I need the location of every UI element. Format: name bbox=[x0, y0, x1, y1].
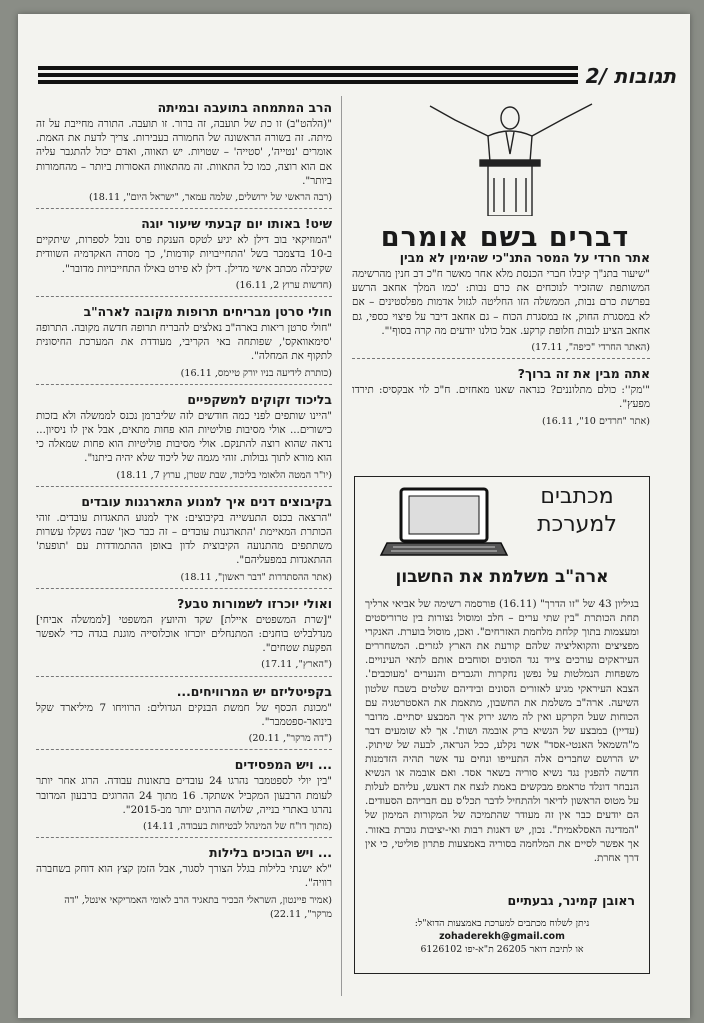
article-headline: ... ויש הבוכים בלילות bbox=[209, 845, 332, 861]
contact-instruction: ניתן לשלוח מכתבים למערכת באמצעות הדוא"ל: bbox=[414, 918, 590, 929]
article-source: (אתר "חרדים 10", 16.11) bbox=[541, 415, 650, 427]
article-source: (מתוך דו"ח של המינהל לבטיחות בעבודה, 14.11) bbox=[143, 820, 332, 832]
separator bbox=[36, 384, 332, 386]
article-body: "חולי סרטן ריאות בארה"ב נאלצים להבריח תרופה חדשה מקובה. התרופה 'סימאוואקס', שפותחה באי הקריבי, מעודדת את המערכת החיסונית לתקוף את המחלה". bbox=[36, 322, 332, 363]
separator bbox=[36, 296, 332, 298]
article bbox=[36, 757, 332, 839]
article-body: "שיעור בתנ"ך קיבלו חברי הכנסת מלא אחר מאשר ח"כ דב חנין מהרשימה המשותפת שהזכיר לנוכחים את כרם נבות: 'כמו המלך אחאב הרשע בפרשת כרם נבות, הממשלה הזו החליטה לגזול אדמות מפלסטינים – אם לא במסגרת החוק, אז במסגרת הכוח – גם אחאב דיבר על פיצוי כספי, גם אחאב הציע לנבות חלופת קרקע. אבל כולנו יודעים מה קרה בסוף'". bbox=[352, 268, 650, 337]
separator bbox=[36, 676, 332, 678]
column-divider bbox=[341, 96, 342, 996]
article-source: (אתר ההסתדרות "דבר ראשון", 18.11) bbox=[180, 571, 332, 583]
article-body: "לא ישנתי בלילות בגלל הצורך לסגור, אבל הזמן קצץ הוא דוחק בשחברה רוויה". bbox=[36, 863, 332, 890]
article-headline: בליכוד זקוקים למשקפיים bbox=[187, 391, 332, 407]
letter-text: בגיליון 43 של "זו הדרך" (16.11) פורסמה רשימה של אביאי ארליך תחת הכותרת "בין שתי ערים – חלב ומוסול נצורות בין טרוריסטים ומעצמות בתוך קלחת מלחמת האזרחים". ואכן, מוסול בוערת. האנקרי מפציצים והקואליציה שלהם קורעת את הארץ לגזרים. המשחררים העיראקים עורכים צייד נגד הסונים וסוחבים אותם לתאי העינויים. משפחות הנמלטות על נפשן נחקרות והגברים והנערים 'מעוכבים'. הצבא העיראקי מגיע לאזורים הסונים ובידיהם שלטים בשבח שלטון השיעה. ארה"ב משלמת את החשבון, מתאמת את האסטרטגיה עם הכוחות שעל הקרקע ואין לה מושג ירוק איך המבצע יסתיים. מדובר (עדיין) במבצע של הנשיא ברק אובמה ושות'. אך לא שומעים דבר מ"השמאל האנטי-אסד" אשר נקלע, ככל הנראה, לבעה של שיתוק. יש הרושם שחברים אלה התעייפו ונחים עד אשר תהיה הזדמנות חדשה להפגין נגד נשיא סוריה בשאר אסד. ואם אובמה או הנשיא הנבחר דונלד טראמפ מבקשים באמת לנצח את דאעש, עליהם לעלות על מטוס הראשון לדיאר ולהתחיל לדבר תכל'ס עם חבריהם הסעודים. הם יודעים כבר אין זה מעודר שהתמיכה של המקורות המימון של "המדינה האסלאמית". נכון, יש דאגות רבות ואי-יציבות גוברת באזור. אך אפשר לסיים את המלחמה בסוריה באמצעות פתרון פוליטי, כי אין דרך אחרת. bbox=[365, 598, 639, 864]
header-stripes bbox=[38, 66, 578, 87]
letter-headline: ארה"ב משלמת את החשבון bbox=[395, 567, 609, 587]
letter-signature: ראובן קמינר, גבעתיים bbox=[507, 893, 635, 908]
laptop-icon bbox=[379, 485, 509, 561]
separator bbox=[36, 486, 332, 488]
article bbox=[352, 366, 650, 429]
article bbox=[36, 596, 332, 678]
section-title: דברים בשם אומרם bbox=[380, 222, 630, 253]
article-body: "(הלהט"ב) זו כת של תועבה, זה ברור. זו תועבה. התורה מחייבת על זה מיתה. זה בשורה הראשונה של החמורה בעבירות. צריך לדעת את האמת. אומרים 'נטייה', 'סטייה' – שטויות. יש תאווה, ואדם יכול להתגבר עליה אם הוא רוצה, כמו כל התאוות. זה מהתאוות האסורות ביותר – מהחמורות ביותר". bbox=[36, 118, 332, 187]
article bbox=[352, 250, 650, 360]
speaker-illustration bbox=[410, 96, 610, 216]
page-header bbox=[38, 62, 676, 96]
article-headline: שיט! באותו יום קבעתי שיעור יוגה bbox=[141, 216, 332, 232]
article-source: (האתר החרדי "כיפה", 17.11) bbox=[531, 342, 650, 354]
article bbox=[36, 304, 332, 386]
article-source: (חדשות ערוץ 2, 16.11) bbox=[235, 279, 332, 291]
letters-title: מכתבים למערכת bbox=[537, 484, 617, 537]
separator bbox=[352, 358, 650, 360]
article-headline: בקפיטליזם יש המרוויחים... bbox=[176, 683, 332, 699]
contact-note bbox=[365, 917, 639, 956]
article-headline: אתה מבין את זה ברוך? bbox=[517, 366, 650, 382]
article-headline: הרב המתמחה בתועבה ובמיתה bbox=[157, 100, 332, 115]
article-headline: ואולי יוכרזו לשמורות טבע? bbox=[177, 595, 332, 611]
separator bbox=[36, 837, 332, 839]
article bbox=[36, 845, 332, 922]
article-source: (יו"ר המטה הלאומי בליכוד, שבת שטרן, ערוץ 7, 18.11) bbox=[116, 469, 332, 481]
right-column bbox=[352, 250, 650, 434]
page-title: תגובות /2 bbox=[585, 64, 676, 88]
article-headline: בקיבוצים דנים איך למנוע התארגנות עובדים bbox=[81, 493, 332, 509]
separator bbox=[36, 208, 332, 210]
article-body: "[שרת המשפטים איילת] שקד והיועץ המשפטי [לממשלה אביחי] מנדלבליט בוחנים: המתנחלים יוכרזו אוכלוסייה מוגנת בגדה כדי לאפשר הפקעת שטחים". bbox=[36, 613, 332, 655]
article-source: (אמיר פיינטון, השראלי הבכיר בתאגיד הרב לאומי האמריקאי אינטל, "דה מרקר", 22.11) bbox=[64, 894, 332, 920]
article-source: (רבה הראשי של ירושלים, שלמה עמאר, "ישראל היום", 18.11) bbox=[88, 192, 332, 204]
article bbox=[36, 684, 332, 752]
separator bbox=[36, 749, 332, 751]
article bbox=[36, 392, 332, 488]
article-body: "בין יולי לספטמבר נהרגו 24 עובדים בתאונות עבודה. הרוג אחר יותר לעומת הרבעון המקביל אשתקד. 16 מתוך 24 ההרוגים ברבעון המדובר נהרגו באתרי בנייה, שלושה הרוגים יותר מב-2015". bbox=[36, 775, 332, 816]
separator bbox=[36, 588, 332, 590]
article-body: "הרצאה בכנס התעשייה בקיבוצים: איך למנוע התאגדות עובדים. זוהי הכותרת המאיימת 'התארגנות עובדים – זה כבר כאן' שבה נשקלו עשרות משתתפים מהתנועה הקיבוצית לדון באופן ההתמודדות עם 'תופעת' ההתאגדות במפעליהם". bbox=[36, 511, 332, 567]
letter-body bbox=[365, 597, 639, 865]
article bbox=[36, 100, 332, 210]
letters-box bbox=[354, 476, 650, 974]
article-headline: חולי סרטן מבריחים תרופות מקובה לארה"ב bbox=[83, 304, 332, 320]
article bbox=[36, 216, 332, 298]
left-column bbox=[36, 100, 332, 927]
article-headline: ... ויש המפסידים bbox=[234, 757, 332, 773]
article-headline: אתר חרדי על המסר התנ"כי שהימין לא מבין bbox=[399, 250, 650, 265]
article-source: ("דה מרקר", 20.11) bbox=[248, 733, 332, 745]
article-source: ("הארץ", 17.11) bbox=[261, 659, 332, 671]
article-body: "המוזיקאי בוב דילן לא יגיע לטקס הענקת פרס נובל לספרות, שיתקיים ב-10 בדצמבר בשל 'התחייבויות קודמות', כך מסרה האקדמיה השוודית שקיבלה מכתב אישי מדילן. דילן לא פירט באילו התחייבויות מדובר". bbox=[36, 234, 332, 275]
article-body: "מכונת הכסף של חמשת הבנקים הגדולים: הרוויחו 7 מיליארד שקל בינואר-ספטמבר". bbox=[36, 701, 332, 728]
article-body: "'מק'': כולם מתלוננים? כנראה שאנו מאחזים. ח"כ לוי אבקסיס: תירדו מפעץ". bbox=[352, 384, 650, 411]
article-source: (כותרת לידיעה בניו יורק טיימס, 16.11) bbox=[180, 367, 332, 379]
article bbox=[36, 494, 332, 590]
contact-email[interactable]: zohaderekh@gmail.com bbox=[439, 931, 565, 942]
article-body: "היינו שותפים לפני כמה חודשים לזה שליברמן נכנס לממשלה ולא בזכות כישורים... אולי מסיבות פוליטיות הוא פחות מתאים, אבל אין לו ניסיון... נראה שהוא רוצה להתנקם. אולי מסיבות פוליטיות הוא פחות שמאלה כי הוא מורא לתוך גבולות. זוהי מגמה של ליכוד שלא יהיה ביתנו". bbox=[36, 409, 332, 465]
contact-mailbox: או לתיבת דואר 26205 ת"א-יפו 6126102 bbox=[420, 944, 584, 955]
